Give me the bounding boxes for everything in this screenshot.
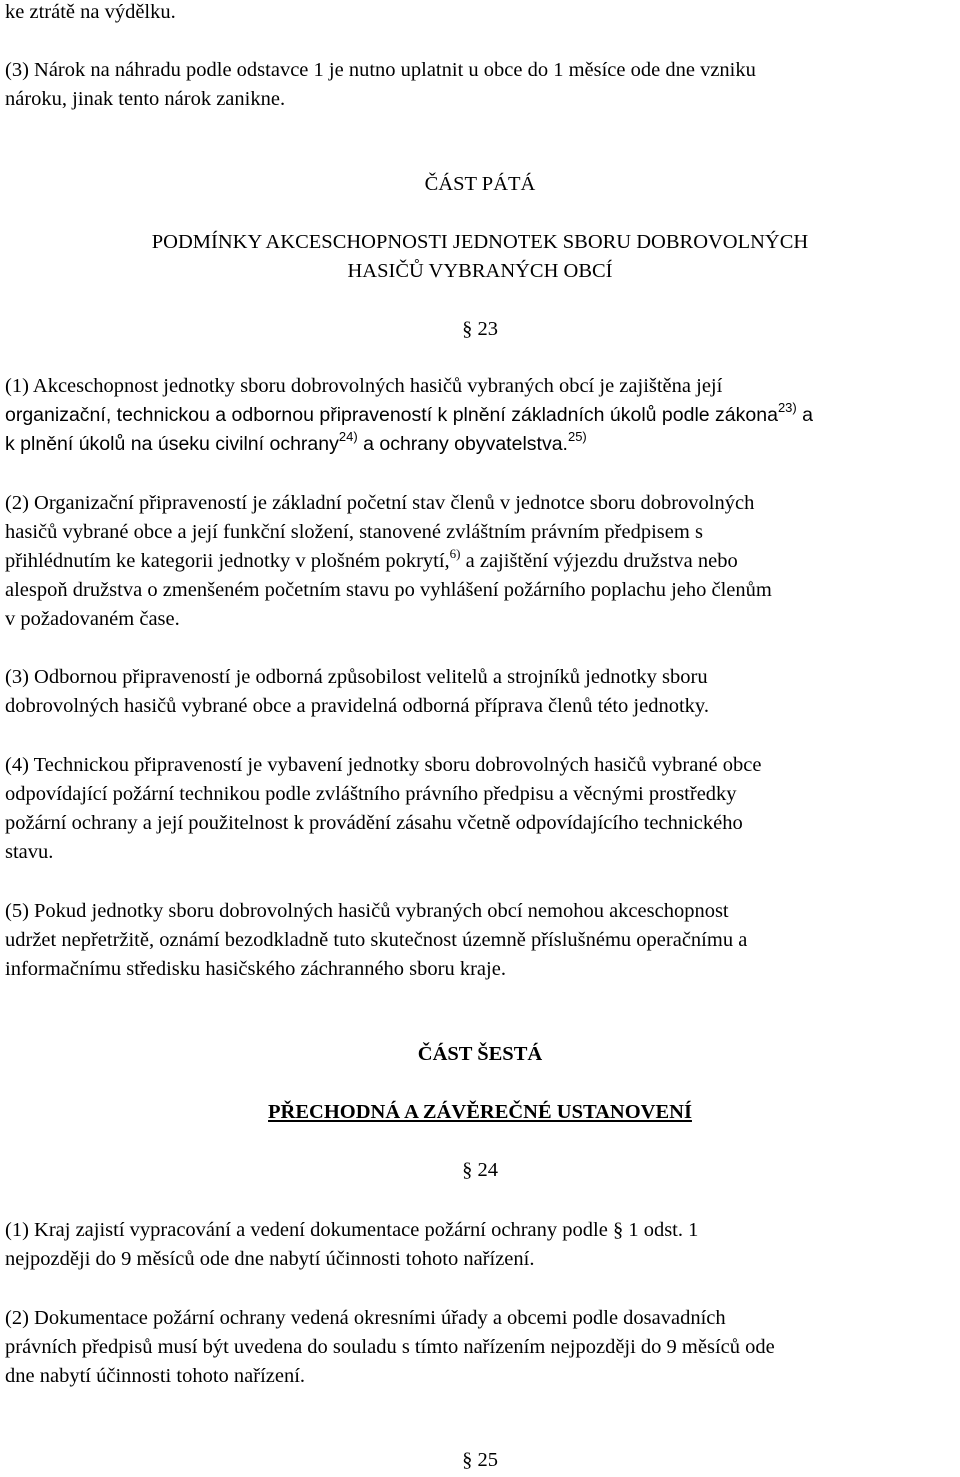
text-span: přihlédnutím ke kategorii jednotky v plošném pokrytí,: [5, 550, 450, 572]
text-line: (2) Dokumentace požární ochrany vedená okresními úřady a obcemi podle dosavadních: [5, 1307, 726, 1329]
text-line: [5, 546, 738, 573]
text-line: [5, 400, 813, 427]
text-span: a ochrany obyvatelstva.: [357, 433, 568, 455]
footnote-ref: 24): [338, 429, 358, 444]
text-line: (5) Pokud jednotky sboru dobrovolných hasičů vybraných obcí nemohou akceschopnost: [5, 900, 729, 922]
text-line: hasičů vybrané obce a její funkční složení, stanovené zvláštním právním předpisem s: [5, 521, 703, 543]
part-title-line: HASIČŮ VYBRANÝCH OBCÍ: [347, 260, 613, 282]
part-heading: ČÁST PÁTÁ: [424, 173, 536, 195]
text-line: (2) Organizační připraveností je základní početní stav členů v jednotce sboru dobrovolných: [5, 492, 755, 514]
text-span: a zajištění výjezdu družstva nebo: [460, 550, 738, 572]
text-line: stavu.: [5, 841, 54, 863]
part-heading: ČÁST ŠESTÁ: [417, 1043, 543, 1065]
text-span: organizační, technickou a odbornou připraveností k plnění základních úkolů podle zákona: [5, 404, 778, 426]
footnote-ref: 23): [777, 400, 797, 415]
section-sign: §: [462, 1449, 473, 1471]
footnote-ref: 6): [449, 546, 461, 561]
text-line: [5, 429, 587, 456]
section-number: 24: [477, 1159, 498, 1181]
text-line: alespoň družstva o zmenšeném početním stavu po vyhlášení požárního poplachu jeho členům: [5, 579, 772, 601]
section-heading: [0, 1158, 960, 1182]
text-line: požární ochrany a její použitelnost k provádění zásahu včetně odpovídajícího technického: [5, 812, 743, 834]
text-line: odpovídající požární technikou podle zvláštního právního předpisu a věcnými prostředky: [5, 783, 737, 805]
footnote-ref: 25): [567, 429, 587, 444]
text-line: dobrovolných hasičů vybrané obce a pravidelná odborná příprava členů této jednotky.: [5, 695, 709, 717]
section-number: 23: [477, 318, 498, 340]
section-sign: §: [462, 1159, 473, 1181]
text-line: (4) Technickou připraveností je vybavení jednotky sboru dobrovolných hasičů vybrané obce: [5, 754, 762, 776]
section-sign: §: [612, 1219, 624, 1241]
part-title-line: PODMÍNKY AKCESCHOPNOSTI JEDNOTEK SBORU DOBROVOLNÝCH: [151, 231, 809, 253]
text-line: v požadovaném čase.: [5, 608, 180, 630]
text-line: udržet nepřetržitě, oznámí bezodkladně tuto skutečnost územně příslušnému operačnímu a: [5, 929, 748, 951]
text-span: a: [796, 404, 813, 426]
text-span: k plnění úkolů na úseku civilní ochrany: [5, 433, 339, 455]
text-line: nejpozději do 9 měsíců ode dne nabytí účinnosti tohoto nařízení.: [5, 1248, 535, 1270]
text-line: informačnímu středisku hasičského záchranného sboru kraje.: [5, 958, 506, 980]
section-heading: [0, 1448, 960, 1472]
text-line: ke ztrátě na výdělku.: [5, 1, 176, 23]
section-heading: [0, 317, 960, 341]
text-line: (1) Akceschopnost jednotky sboru dobrovolných hasičů vybraných obcí je zajištěna její: [5, 375, 723, 397]
section-number: 25: [477, 1449, 498, 1471]
text-line: (3) Nárok na náhradu podle odstavce 1 je nutno uplatnit u obce do 1 měsíce ode dne vzniku: [5, 59, 756, 81]
part-title: PŘECHODNÁ A ZÁVĚREČNÉ USTANOVENÍ: [268, 1101, 692, 1123]
text-line: (3) Odbornou připraveností je odborná způsobilost velitelů a strojníků jednotky sboru: [5, 666, 708, 688]
text-line: [5, 1218, 698, 1242]
text-line: dne nabytí účinnosti tohoto nařízení.: [5, 1365, 306, 1387]
text-span: (1) Kraj zajistí vypracování a vedení dokumentace požární ochrany podle: [5, 1219, 613, 1241]
section-sign: §: [462, 318, 473, 340]
text-line: nároku, jinak tento nárok zanikne.: [5, 88, 286, 110]
text-line: právních předpisů musí být uvedena do souladu s tímto nařízením nejpozději do 9 měsíců ode: [5, 1336, 775, 1358]
text-span: 1 odst. 1: [623, 1219, 699, 1241]
